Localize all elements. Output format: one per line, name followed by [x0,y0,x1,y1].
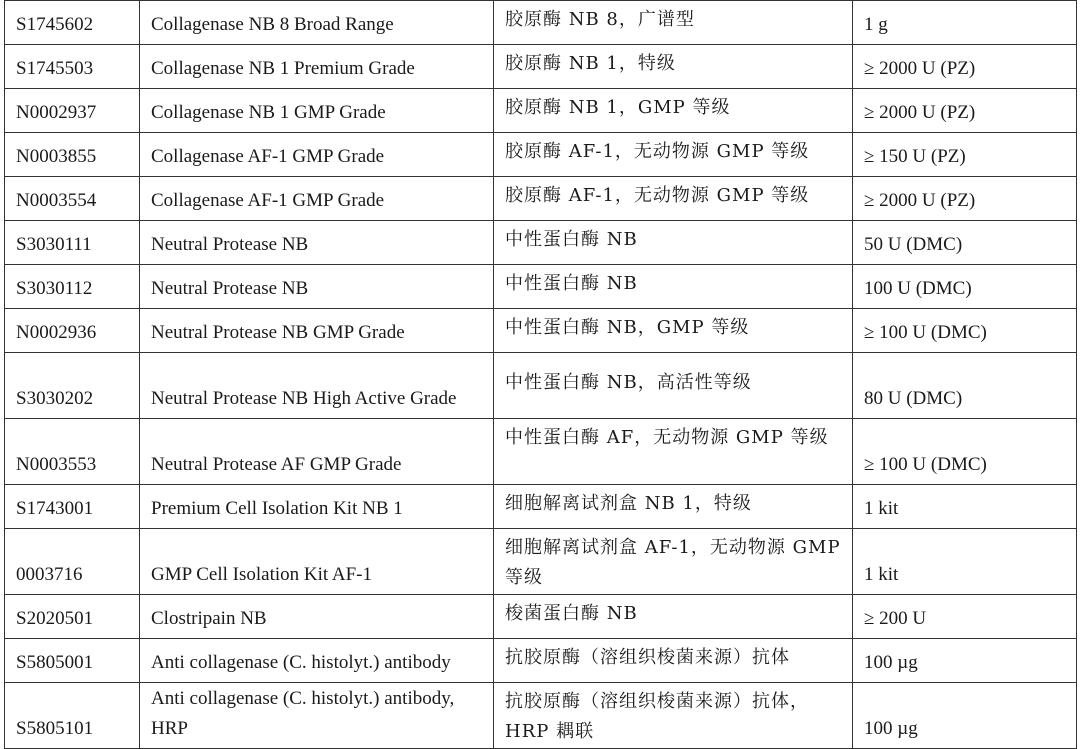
product-amount: ≥ 200 U [853,595,1077,639]
table-row [5,1,1077,45]
table-row [5,419,1077,485]
product-name: Collagenase NB 1 Premium Grade [140,45,494,89]
table-row [5,529,1077,595]
product-amount: ≥ 100 U (DMC) [853,309,1077,353]
product-name: Collagenase AF-1 GMP Grade [140,177,494,221]
product-name: Collagenase AF-1 GMP Grade [140,133,494,177]
product-amount: ≥ 2000 U (PZ) [853,45,1077,89]
product-code: 0003716 [5,529,140,595]
product-name: Collagenase NB 1 GMP Grade [140,89,494,133]
product-name: Neutral Protease AF GMP Grade [140,419,494,485]
product-amount: 100 U (DMC) [853,265,1077,309]
product-amount: ≥ 100 U (DMC) [853,419,1077,485]
product-code: S1745602 [5,1,140,45]
table-row [5,177,1077,221]
product-amount: 50 U (DMC) [853,221,1077,265]
table-row [5,683,1077,749]
product-amount: 1 g [853,1,1077,45]
table-row [5,133,1077,177]
product-chinese-name: 胶原酶 NB 1，特级 [494,45,853,89]
product-chinese-name: 细胞解离试剂盒 AF-1，无动物源 GMP 等级 [494,529,853,595]
product-chinese-name: 胶原酶 NB 8，广谱型 [494,1,853,45]
product-chinese-name: 胶原酶 AF-1，无动物源 GMP 等级 [494,133,853,177]
product-amount: 1 kit [853,529,1077,595]
product-amount: ≥ 2000 U (PZ) [853,89,1077,133]
table-row [5,45,1077,89]
product-code: S3030111 [5,221,140,265]
product-chinese-name: 细胞解离试剂盒 NB 1，特级 [494,485,853,529]
product-code: S2020501 [5,595,140,639]
table-row [5,265,1077,309]
product-name: Premium Cell Isolation Kit NB 1 [140,485,494,529]
product-chinese-name: 抗胶原酶（溶组织梭菌来源）抗体 [494,639,853,683]
product-code: S5805101 [5,683,140,749]
table-row [5,595,1077,639]
product-name: Collagenase NB 8 Broad Range [140,1,494,45]
product-chinese-name: 中性蛋白酶 NB [494,221,853,265]
product-amount: 100 µg [853,683,1077,749]
product-chinese-name: 梭菌蛋白酶 NB [494,595,853,639]
product-code: S1745503 [5,45,140,89]
product-chinese-name: 中性蛋白酶 AF，无动物源 GMP 等级 [494,419,853,485]
table-row [5,639,1077,683]
product-code: S3030112 [5,265,140,309]
product-amount: ≥ 150 U (PZ) [853,133,1077,177]
product-name: Neutral Protease NB GMP Grade [140,309,494,353]
product-name: GMP Cell Isolation Kit AF-1 [140,529,494,595]
product-code: N0003855 [5,133,140,177]
product-amount: 100 µg [853,639,1077,683]
product-chinese-name: 中性蛋白酶 NB [494,265,853,309]
product-chinese-name: 胶原酶 NB 1，GMP 等级 [494,89,853,133]
product-chinese-name: 中性蛋白酶 NB，GMP 等级 [494,309,853,353]
product-amount: 80 U (DMC) [853,353,1077,419]
product-code: N0002937 [5,89,140,133]
product-name: Neutral Protease NB [140,221,494,265]
product-code: S1743001 [5,485,140,529]
product-code: S5805001 [5,639,140,683]
product-name: Anti collagenase (C. histolyt.) antibody [140,639,494,683]
product-name: Neutral Protease NB [140,265,494,309]
product-table [4,0,1077,749]
product-code: N0003553 [5,419,140,485]
product-code: N0002936 [5,309,140,353]
product-amount: ≥ 2000 U (PZ) [853,177,1077,221]
product-chinese-name: 中性蛋白酶 NB，高活性等级 [494,353,853,419]
table-row [5,485,1077,529]
product-name: Clostripain NB [140,595,494,639]
table-row [5,353,1077,419]
product-code: N0003554 [5,177,140,221]
table-row [5,89,1077,133]
product-chinese-name: 胶原酶 AF-1，无动物源 GMP 等级 [494,177,853,221]
table-row [5,221,1077,265]
table-row [5,309,1077,353]
product-amount: 1 kit [853,485,1077,529]
product-name: Neutral Protease NB High Active Grade [140,353,494,419]
product-code: S3030202 [5,353,140,419]
product-name: Anti collagenase (C. histolyt.) antibody, HRP [140,683,494,749]
product-chinese-name: 抗胶原酶（溶组织梭菌来源）抗体，HRP 耦联 [494,683,853,749]
